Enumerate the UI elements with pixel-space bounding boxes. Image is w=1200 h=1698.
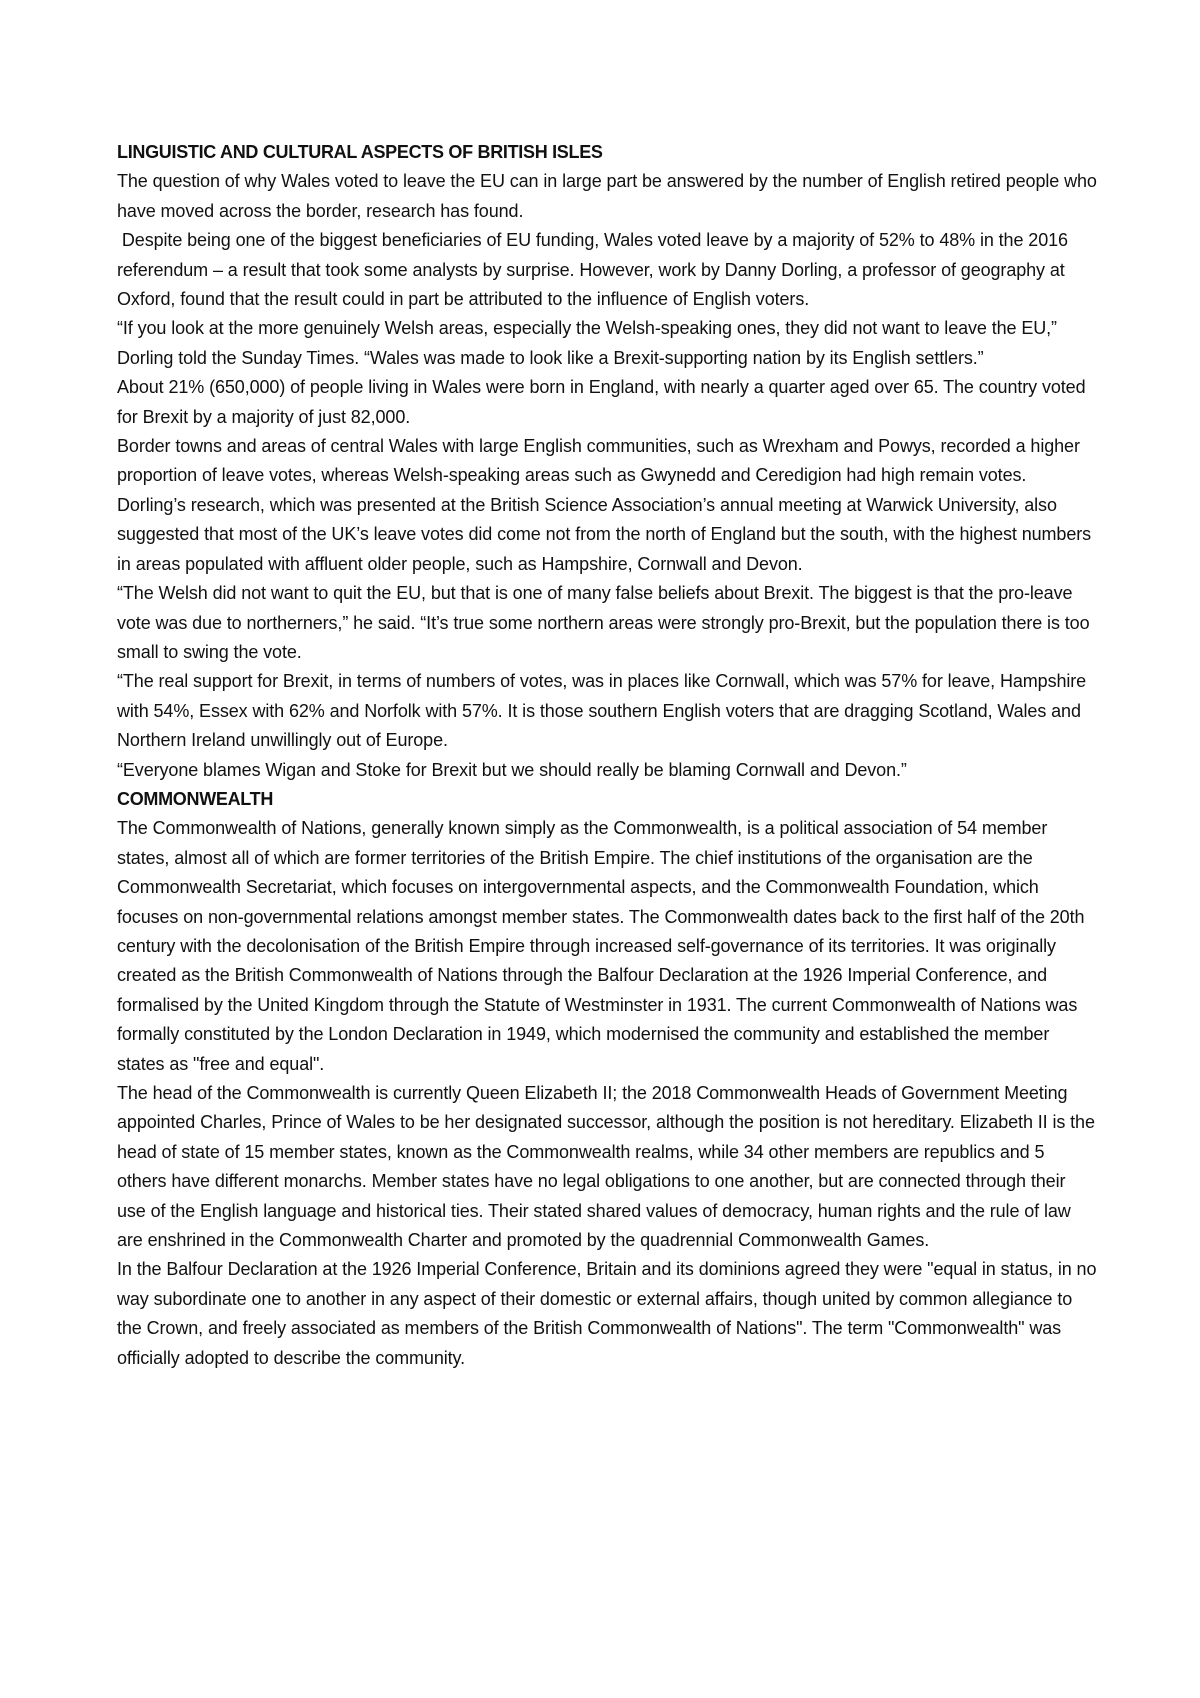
- paragraph: “Everyone blames Wigan and Stoke for Brexit but we should really be blaming Cornwall and Devon.”: [117, 759, 907, 780]
- paragraph: Border towns and areas of central Wales with large English communities, such as Wrexham and Powys, recorded a higher proportion of leave votes, whereas Welsh-speaking areas such as Gwynedd and Ceredigion had high remain votes.: [117, 436, 1080, 486]
- paragraph: “The real support for Brexit, in terms of numbers of votes, was in places like Cornwall, which was 57% for leave, Hampshire with 54%, Essex with 62% and Norfolk with 57%. It is those southern English voters that are dragging Scotland, Wales and Northern Ireland unwillingly out of Europe.: [117, 671, 1087, 751]
- document-title: LINGUISTIC AND CULTURAL ASPECTS OF BRITISH ISLES: [117, 142, 603, 162]
- paragraph: Dorling’s research, which was presented at the British Science Association’s annual meeting at Warwick University, also suggested that most of the UK’s leave votes did come not from the north of England but the south, with the highest numbers in areas populated with affluent older people, such as Hampshire, Cornwall and Devon.: [117, 494, 1092, 574]
- paragraph: Despite being one of the biggest beneficiaries of EU funding, Wales voted leave by a majority of 52% to 48% in the 2016 referendum – a result that took some analysts by surprise. However, work by Danny Dorling, a professor of geography at Oxford, found that the result could in part be attributed to the influence of English voters.: [117, 230, 1073, 310]
- paragraph: About 21% (650,000) of people living in Wales were born in England, with nearly a quarter aged over 65. The country voted for Brexit by a majority of just 82,000.: [117, 377, 1086, 427]
- section-heading-commonwealth: COMMONWEALTH: [117, 788, 274, 809]
- paragraph: In the Balfour Declaration at the 1926 Imperial Conference, Britain and its dominions agreed they were "equal in status, in no way subordinate one to another in any aspect of their domestic or external affairs, though united by common allegiance to the Crown, and freely associated as members of the British Commonwealth of Nations". The term "Commonwealth" was officially adopted to describe the community.: [117, 1259, 1097, 1368]
- paragraph: The question of why Wales voted to leave the EU can in large part be answered by the number of English retired people who have moved across the border, research has found.: [117, 171, 1097, 221]
- paragraph: “If you look at the more genuinely Welsh areas, especially the Welsh-speaking ones, they did not want to leave the EU,” Dorling told the Sunday Times. “Wales was made to look like a Brexit-supporting nation by its English settlers.”: [117, 318, 1057, 368]
- document-page: [117, 138, 1097, 1373]
- paragraph: The head of the Commonwealth is currently Queen Elizabeth II; the 2018 Commonwealth Heads of Government Meeting appointed Charles, Prince of Wales to be her designated successor, although the position is not hereditary. Elizabeth II is the head of state of 15 member states, known as the Commonwealth realms, while 34 other members are republics and 5 others have different monarchs. Member states have no legal obligations to one another, but are connected through their use of the English language and historical ties. Their stated shared values of democracy, human rights and the rule of law are enshrined in the Commonwealth Charter and promoted by the quadrennial Commonwealth Games.: [117, 1083, 1095, 1251]
- paragraph: “The Welsh did not want to quit the EU, but that is one of many false beliefs about Brexit. The biggest is that the pro-leave vote was due to northerners,” he said. “It’s true some northern areas were strongly pro-Brexit, but the population there is too small to swing the vote.: [117, 583, 1090, 662]
- paragraph: The Commonwealth of Nations, generally known simply as the Commonwealth, is a political association of 54 member states, almost all of which are former territories of the British Empire. The chief institutions of the organisation are the Commonwealth Secretariat, which focuses on intergovernmental aspects, and the Commonwealth Foundation, which focuses on non-governmental relations amongst member states. The Commonwealth dates back to the first half of the 20th century with the decolonisation of the British Empire through increased self-governance of its territories. It was originally created as the British Commonwealth of Nations through the Balfour Declaration at the 1926 Imperial Conference, and formalised by the United Kingdom through the Statute of Westminster in 1931. The current Commonwealth of Nations was formally constituted by the London Declaration in 1949, which modernised the community and established the member states as "free and equal".: [117, 818, 1085, 1074]
